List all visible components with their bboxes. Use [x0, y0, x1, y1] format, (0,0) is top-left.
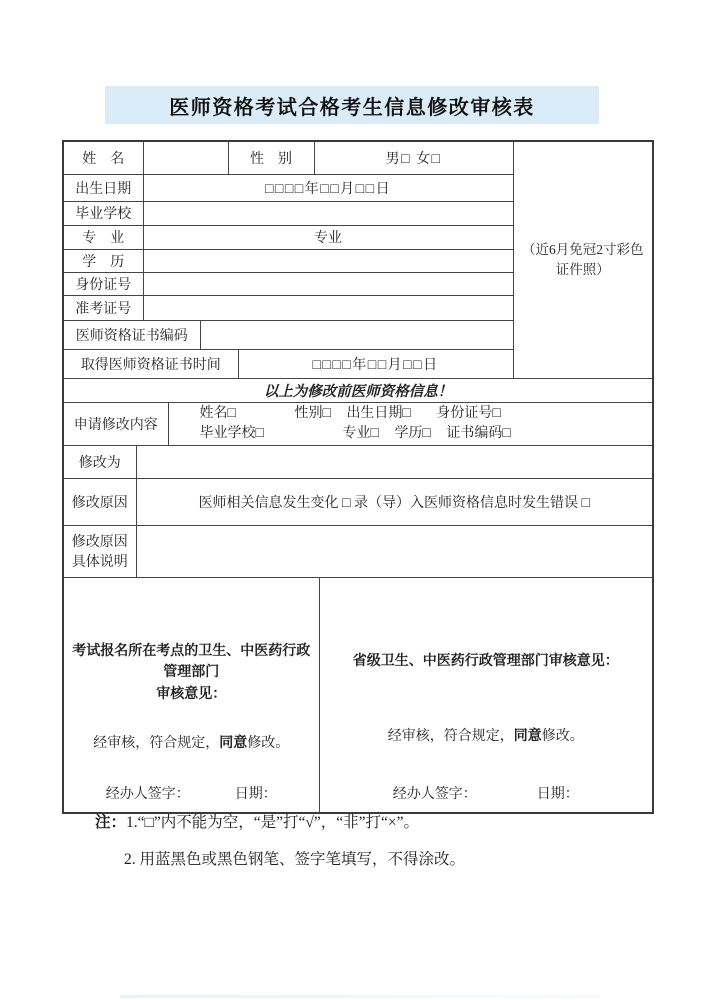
- approve-suffix: 修改。: [541, 728, 584, 744]
- candidate-info-form-table: [62, 140, 654, 814]
- local-review-header: [67, 638, 316, 706]
- checkbox-id-number: 身份证号□: [436, 405, 501, 421]
- row-reason-detail: [63, 525, 653, 577]
- reason-options: 医师相关信息发生变化 □ 录（导）入医师资格信息时发生错误 □: [136, 478, 653, 525]
- local-signature-line: [64, 783, 319, 803]
- provincial-review-header: 省级卫生、中医药行政管理部门审核意见：: [352, 653, 619, 669]
- provincial-approve-statement: [323, 725, 650, 745]
- footnote-prefix: 注：: [95, 814, 127, 831]
- scan-edge-artifact: [120, 995, 600, 998]
- reason-detail-label: 修改原因具体说明: [63, 525, 136, 577]
- checkbox-school: 毕业学校□: [199, 425, 264, 441]
- local-date-label: 日期：: [234, 787, 277, 802]
- footnotes: [95, 812, 635, 870]
- photo-note-line1: （近6月免冠2寸彩色: [522, 242, 644, 258]
- ticket-number-value-cell: [143, 295, 513, 320]
- apply-content-options: [168, 402, 653, 445]
- pre-modification-notice: 以上为修改前医师资格信息！: [63, 378, 653, 402]
- name-value-cell: [143, 141, 228, 174]
- row-review-opinions: [63, 577, 653, 813]
- footnote-1-text: 1.“□”内不能为空，“是”打“√”，“非”打“×”。: [126, 814, 420, 831]
- major-label: 专 业: [63, 225, 143, 249]
- local-review-header-line2: 审核意见：: [156, 687, 227, 703]
- modify-to-label: 修改为: [63, 445, 136, 478]
- cert-time-label: 取得医师资格证书时间: [63, 349, 238, 378]
- reason-detail-value-cell: [136, 525, 653, 577]
- approve-prefix: 经审核，符合规定，: [387, 728, 514, 744]
- cert-time-boxes: □□□□年□□月□□日: [238, 349, 513, 378]
- local-review-cell: [63, 577, 319, 813]
- provincial-date-label: 日期：: [536, 787, 579, 802]
- education-label: 学 历: [63, 249, 143, 272]
- checkbox-gender: 性别□: [294, 405, 331, 421]
- checkbox-name: 姓名□: [199, 405, 236, 421]
- page-title: [105, 86, 599, 124]
- education-value-cell: [143, 249, 513, 272]
- page-title-text: 医师资格考试合格考生信息修改审核表: [169, 96, 535, 119]
- row-notice: [63, 378, 653, 402]
- checkbox-birthdate: 出生日期□: [346, 405, 411, 421]
- row-apply-content: [63, 402, 653, 445]
- provincial-signer-label: 经办人签字：: [392, 787, 477, 802]
- modify-to-value-cell: [136, 445, 653, 478]
- gender-checkboxes: 男□ 女□: [314, 141, 513, 174]
- row-name-gender: [63, 141, 653, 174]
- row-reason: [63, 478, 653, 525]
- reason-label: 修改原因: [63, 478, 136, 525]
- ticket-number-label: 准考证号: [63, 295, 143, 320]
- footnote-1: [95, 812, 635, 834]
- footnote-2: 2. 用蓝黑色或黑色钢笔、签字笔填写，不得涂改。: [124, 850, 466, 868]
- cert-code-label: 医师资格证书编码: [63, 320, 200, 349]
- photo-placeholder-cell: [513, 141, 653, 378]
- birthdate-label: 出生日期: [63, 174, 143, 201]
- provincial-review-cell: [319, 577, 653, 813]
- row-modify-to: [63, 445, 653, 478]
- school-label: 毕业学校: [63, 201, 143, 225]
- approve-bold: 同意: [219, 735, 248, 751]
- checkbox-cert-code: 证书编码□: [446, 425, 511, 441]
- checkbox-education: 学历□: [394, 425, 431, 441]
- approve-bold: 同意: [513, 728, 542, 744]
- apply-options-line2: [172, 424, 650, 444]
- local-signer-label: 经办人签字：: [105, 787, 190, 802]
- approve-suffix: 修改。: [247, 735, 290, 751]
- approve-prefix: 经审核，符合规定，: [93, 735, 220, 751]
- local-review-header-line1: 考试报名所在考点的卫生、中医药行政管理部门: [72, 643, 311, 681]
- school-value-cell: [143, 201, 513, 225]
- id-number-label: 身份证号: [63, 272, 143, 295]
- apply-content-label: 申请修改内容: [63, 402, 168, 445]
- birthdate-boxes: □□□□年□□月□□日: [143, 174, 513, 201]
- id-number-value-cell: [143, 272, 513, 295]
- provincial-signature-line: [320, 783, 653, 803]
- local-approve-statement: [67, 732, 316, 752]
- gender-label: 性 别: [228, 141, 314, 174]
- photo-note-line2: 证件照）: [555, 261, 610, 277]
- name-label: 姓 名: [63, 141, 143, 174]
- checkbox-major: 专业□: [342, 425, 379, 441]
- major-value: 专业: [143, 225, 513, 249]
- cert-code-value-cell: [200, 320, 513, 349]
- apply-options-line1: [172, 404, 650, 424]
